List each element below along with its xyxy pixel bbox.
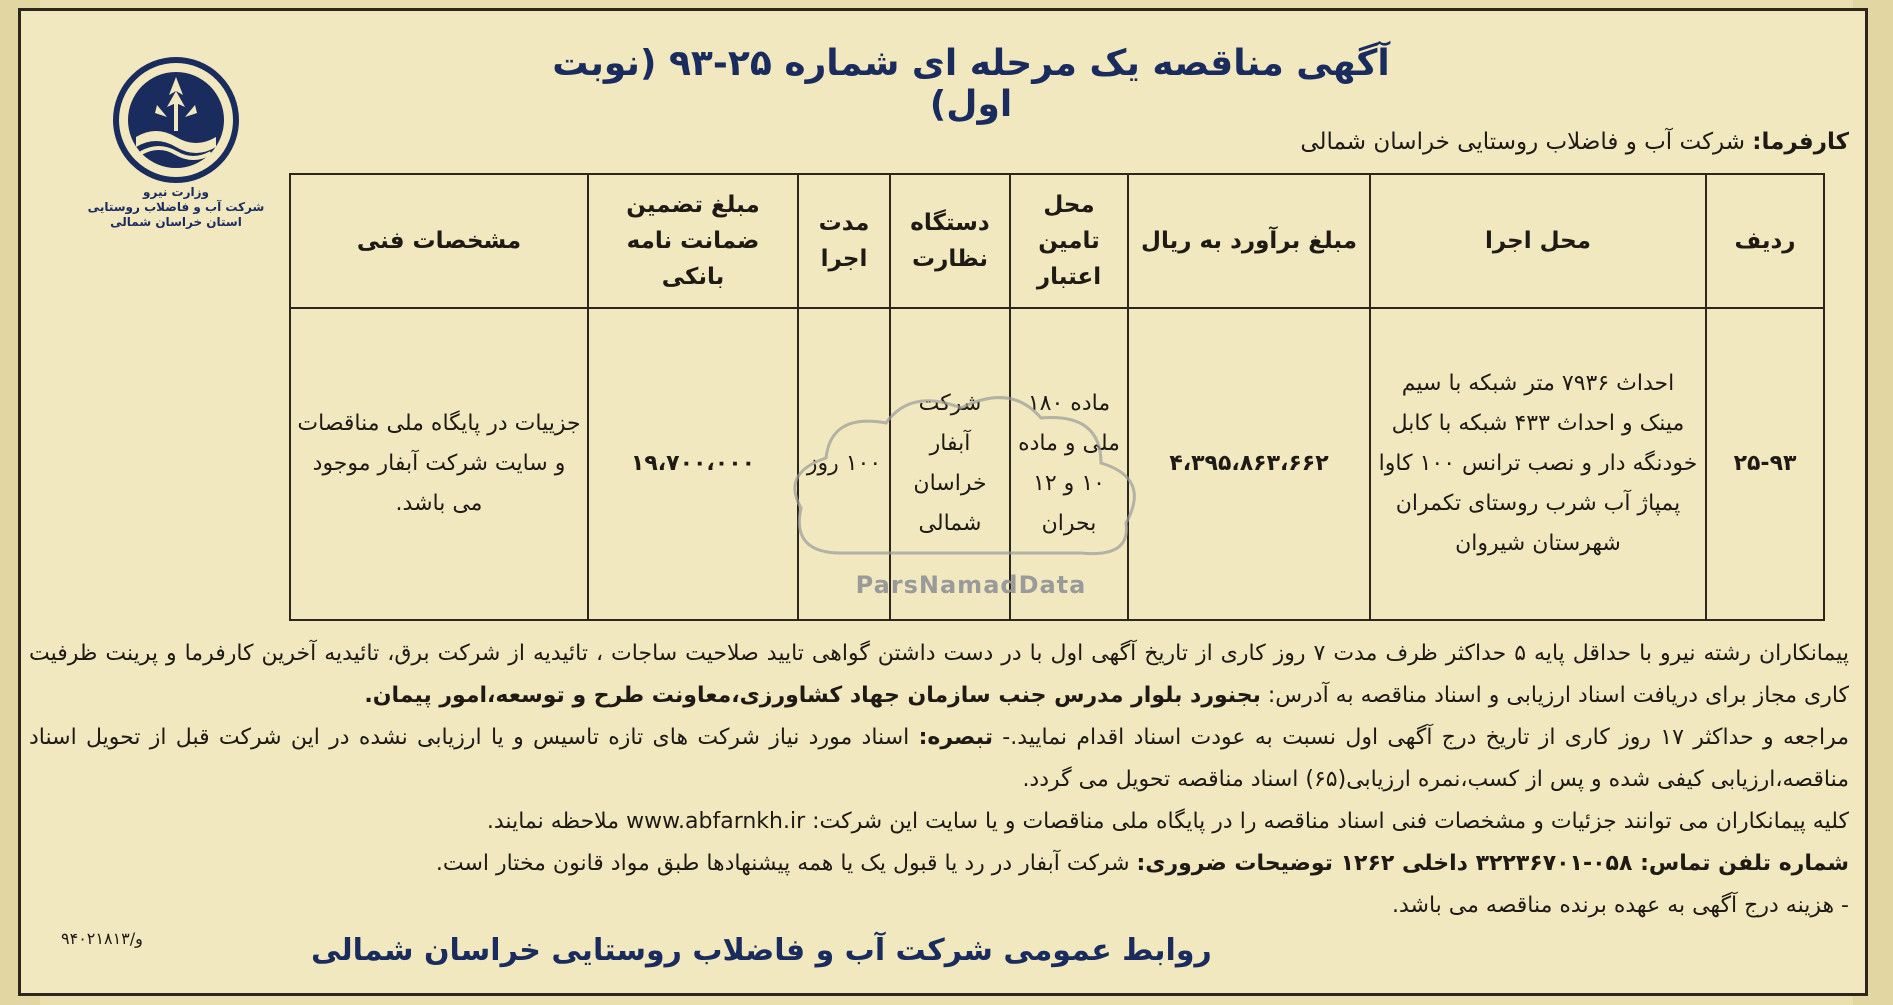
table-header-row <box>290 174 1824 308</box>
employer-value: شرکت آب و فاضلاب روستایی خراسان شمالی <box>1300 129 1745 155</box>
header-funding: محل تامین اعتبار <box>1010 174 1128 308</box>
cell-supervisor: شرکت آبفار خراسان شمالی <box>890 308 1010 620</box>
cell-specs: جزییات در پایگاه ملی مناقصات و سایت شرکت آبفار موجود می باشد. <box>290 308 588 620</box>
return-deadline-text: مراجعه و حداکثر ۱۷ روز کاری از تاریخ درج آگهی اول نسبت به عودت اسناد اقدام نمایید.- <box>1002 725 1850 750</box>
cell-row-no: ۲۵-۹۳ <box>1706 308 1824 620</box>
contact-phone: شماره تلفن تماس: ۰۵۸-۳۲۲۳۶۷۰۱ داخلی ۱۲۶۲ توضیحات ضروری: <box>1136 851 1849 876</box>
requirements-text: پیمانکاران رشته نیرو با حداقل پایه ۵ حداکثر ظرف مدت ۷ روز کاری از تاریخ آگهی اول با در دست داشتن گواهی تایید صلاحیت ساجات ، تائیدیه از شرکت برق، تائیدیه آخرین کارفرما و پرینت ظرفیت کاری مجاز برای دریافت اسناد ارزیابی و اسناد مناقصه به آدرس: <box>29 641 1849 708</box>
ministry-logo <box>81 55 271 265</box>
note-label: تبصره: <box>918 725 993 750</box>
header-location: محل اجرا <box>1370 174 1706 308</box>
paragraph-website: کلیه پیمانکاران می توانند جزئیات و مشخصات فنی اسناد مناقصه را در پایگاه ملی مناقصات و یا سایت این شرکت: www.abfarnkh.ir ملاحظه نمایند. <box>486 809 1849 834</box>
tender-table <box>289 173 1825 621</box>
ad-title: آگهی مناقصه یک مرحله ای شماره ۲۵-۹۳ (نوبت اول) <box>552 43 1390 125</box>
contact-note: شرکت آبفار در رد یا قبول یک یا همه پیشنهادها طبق مواد قانون مختار است. <box>435 851 1130 876</box>
employer-line <box>1300 129 1849 155</box>
paragraph-note <box>29 717 1849 801</box>
header-row-no: ردیف <box>1706 174 1824 308</box>
address-text: بجنورد بلوار مدرس جنب سازمان جهاد کشاورزی،معاونت طرح و توسعه،امور پیمان. <box>364 683 1261 708</box>
header-specs: مشخصات فنی <box>290 174 588 308</box>
cell-funding: ماده ۱۸۰ ملی و ماده ۱۰ و ۱۲ بحران <box>1010 308 1128 620</box>
tender-advertisement <box>18 8 1868 996</box>
logo-company-text: شرکت آب و فاضلاب روستایی <box>87 200 265 214</box>
table-row <box>290 308 1824 620</box>
cell-location: احداث ۷۹۳۶ متر شبکه با سیم مینک و احداث ۴۳۳ شبکه با کابل خودنگه دار و نصب ترانس ۱۰۰ کاوا پمپاژ آب شرب روستای تکمران شهرستان شیروان <box>1370 308 1706 620</box>
employer-label: کارفرما: <box>1752 129 1849 155</box>
paragraph-contact <box>29 843 1849 885</box>
cell-duration: ۱۰۰ روز <box>798 308 890 620</box>
note-text: اسناد مورد نیاز شرکت های تازه تاسیس و یا ارزیابی نشده در این شرکت قبل از تحویل اسناد مناقصه،ارزیابی کیفی شده و پس از کسب،نمره ارزیابی(۶۵) اسناد مناقصه تحویل می گردد. <box>29 725 1849 792</box>
ad-code: ۹۴۰۲۱۸۱۳/و <box>61 929 143 948</box>
logo-province-text: استان خراسان شمالی <box>110 215 242 229</box>
cell-estimate: ۴،۳۹۵،۸۶۳،۶۶۲ <box>1128 308 1370 620</box>
logo-ministry-text: وزارت نیرو <box>143 185 209 199</box>
watermark-text: ParsNamadData <box>855 571 1087 599</box>
header-supervisor: دستگاه نظارت <box>890 174 1010 308</box>
header-guarantee: مبلغ تضمین ضمانت نامه بانکی <box>588 174 798 308</box>
header-estimate: مبلغ برآورد به ریال <box>1128 174 1370 308</box>
water-company-logo-icon <box>111 55 241 185</box>
ad-body <box>29 633 1849 927</box>
public-relations-signature: روابط عمومی شرکت آب و فاضلاب روستایی خراسان شمالی <box>311 933 1212 968</box>
header-duration: مدت اجرا <box>798 174 890 308</box>
paragraph-requirements <box>29 633 1849 717</box>
paragraph-fee: - هزینه درج آگهی به عهده برنده مناقصه می باشد. <box>1391 893 1849 918</box>
cell-guarantee: ۱۹،۷۰۰،۰۰۰ <box>588 308 798 620</box>
